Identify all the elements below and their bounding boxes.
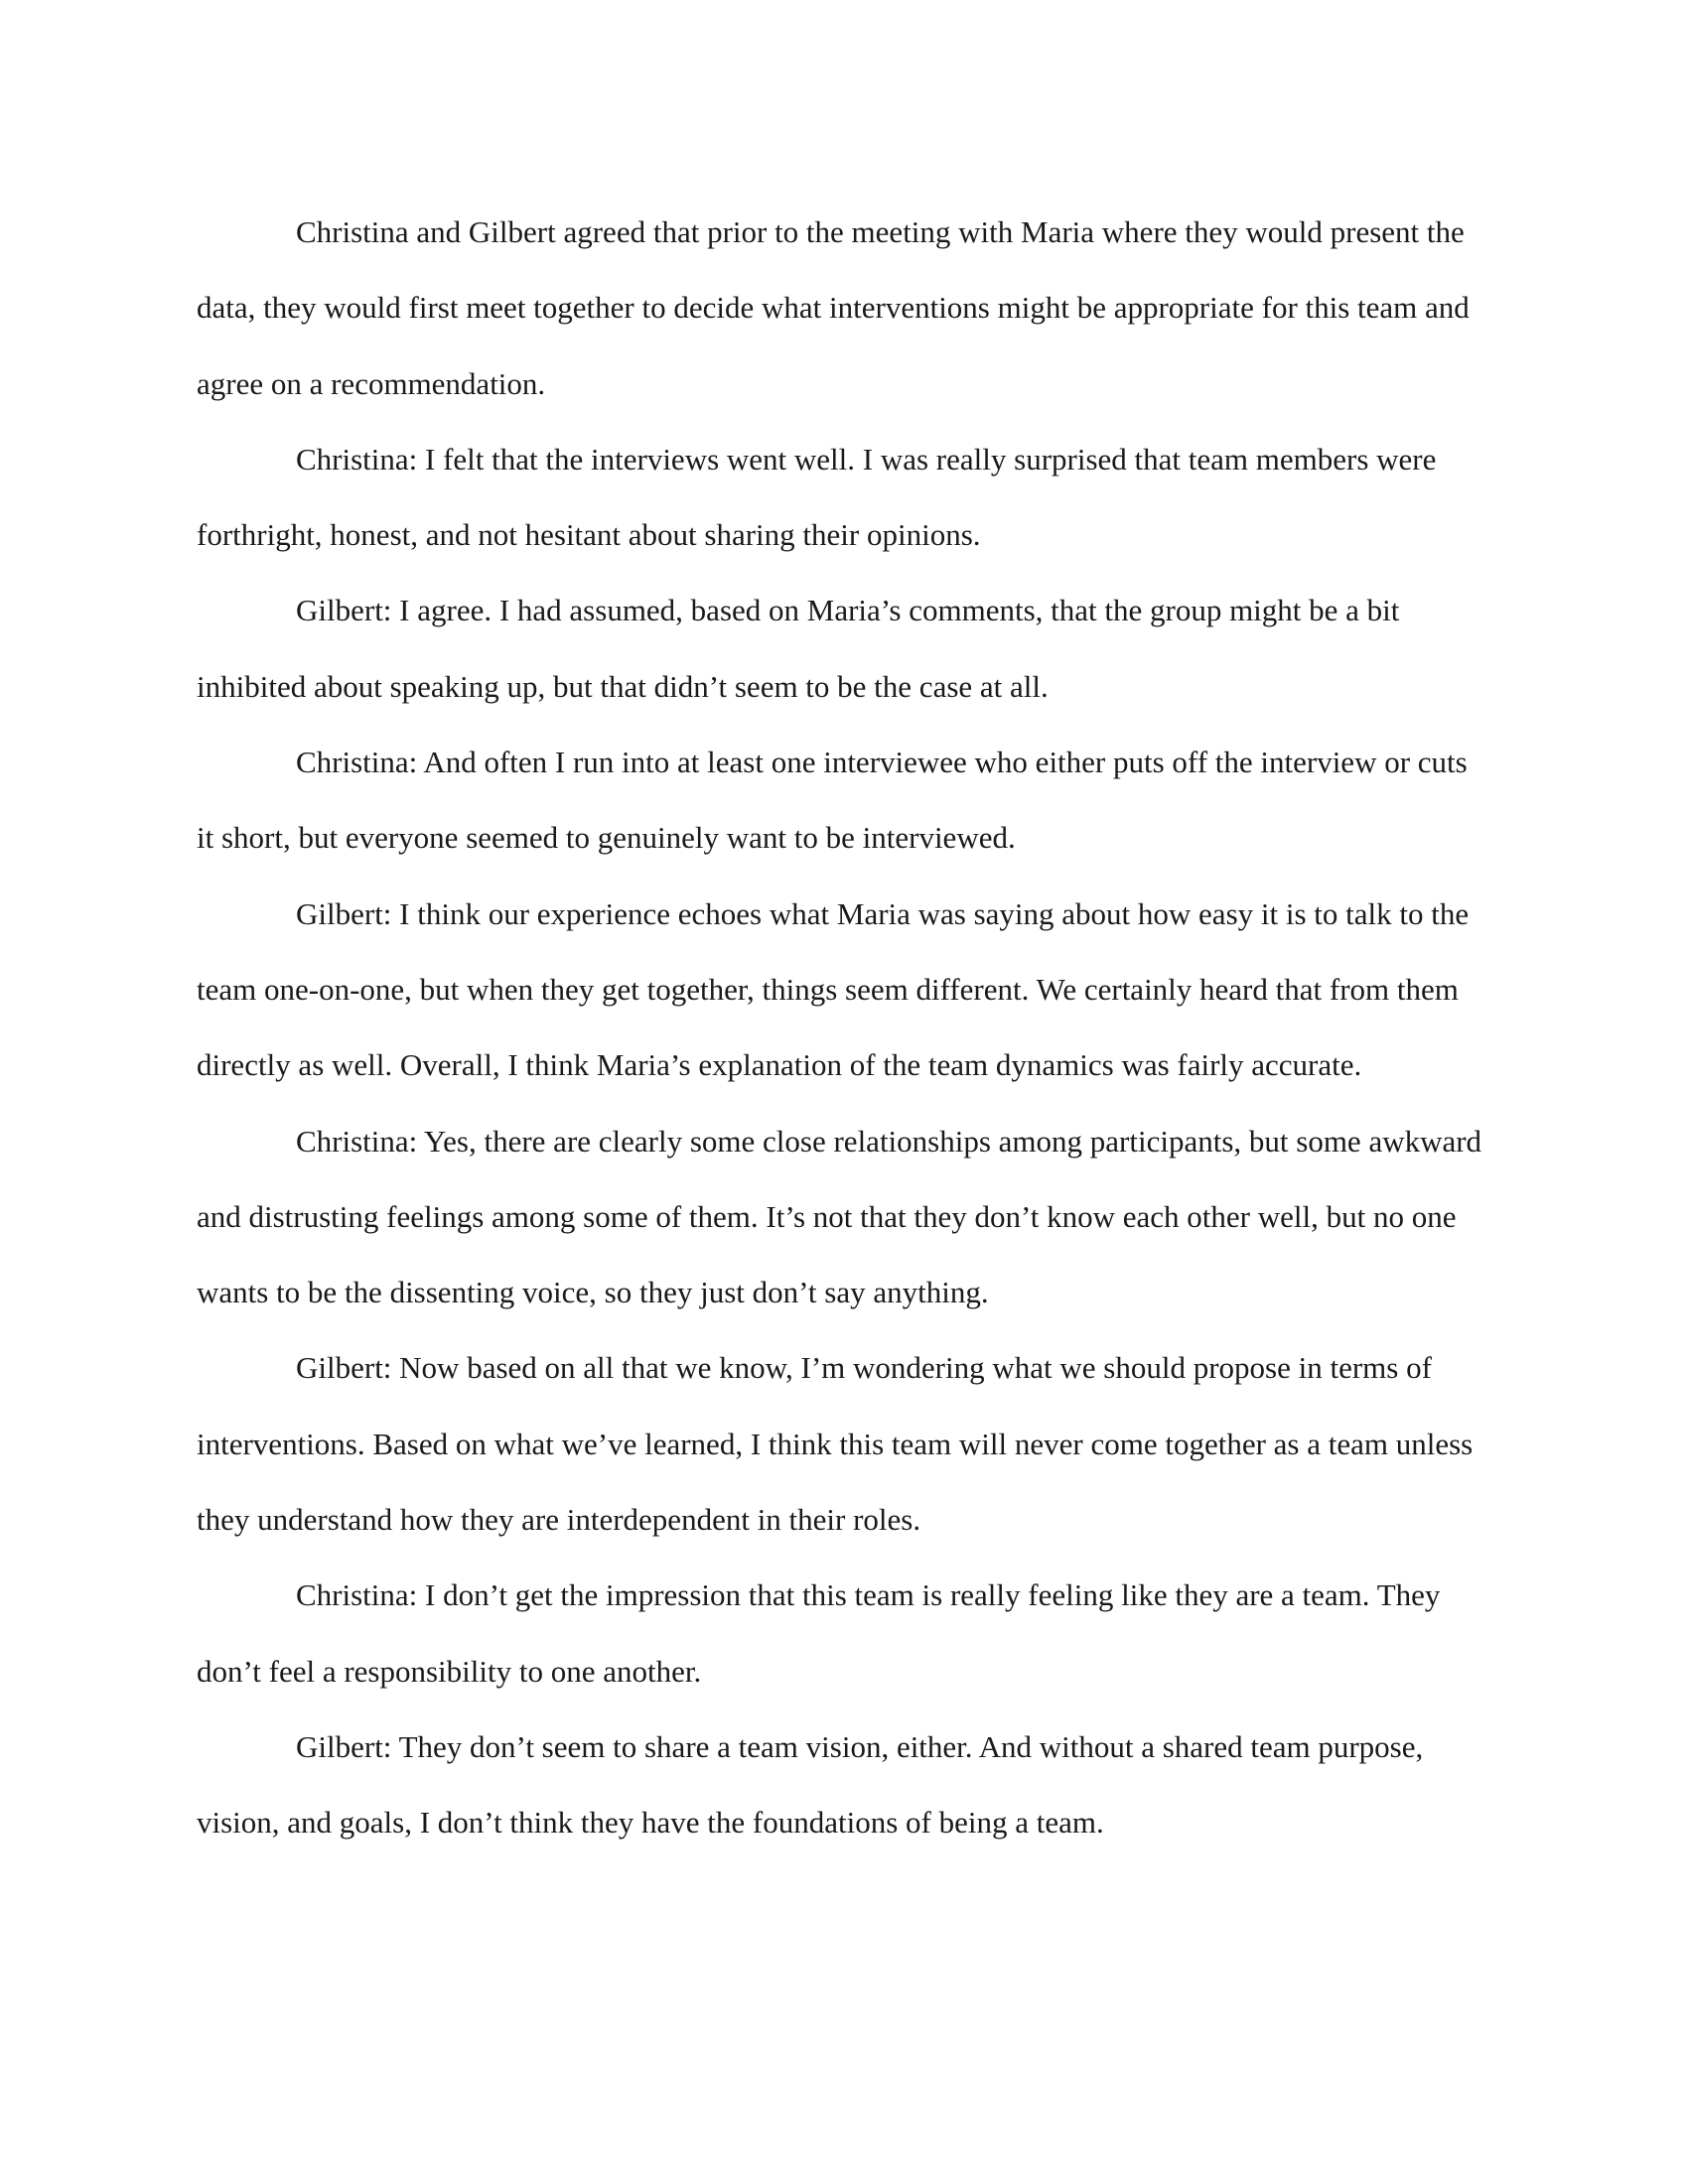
paragraph-christina-3: Christina: Yes, there are clearly some close relationships among participants, but some awkward and distrusting feelings among some of them. It’s not that they don’t know each other well, but no one wants to be the dissenting voice, so they just don’t say anything.	[197, 1123, 1482, 1310]
paragraph-gilbert-3: Gilbert: Now based on all that we know, I’m wondering what we should propose in terms of interventions. Based on what we’ve learned, I think this team will never come together as a team unless they understand how they are interdependent in their roles.	[197, 1350, 1474, 1538]
paragraph-christina-4: Christina: I don’t get the impression that this team is really feeling like they are a team. They don’t feel a responsibility to one another.	[197, 1577, 1441, 1689]
body-text	[197, 195, 1491, 1861]
paragraph-gilbert-4: Gilbert: They don’t seem to share a team vision, either. And without a shared team purpose, vision, and goals, I don’t think they have the foundations of being a team.	[197, 1728, 1424, 1841]
paragraph-gilbert-1: Gilbert: I agree. I had assumed, based on Maria’s comments, that the group might be a bit inhibited about speaking up, but that didn’t seem to be the case at all.	[197, 593, 1400, 704]
paragraph-christina-1: Christina: I felt that the interviews went well. I was really surprised that team members were forthright, honest, and not hesitant about sharing their opinions.	[197, 441, 1437, 553]
paragraph-christina-2: Christina: And often I run into at least one interviewee who either puts off the interview or cuts it short, but everyone seemed to genuinely want to be interviewed.	[197, 745, 1468, 856]
paragraph-gilbert-2: Gilbert: I think our experience echoes what Maria was saying about how easy it is to talk to the team one-on-one, but when they get together, things seem different. We certainly heard that from them directly as well. Overall, I think Maria’s explanation of the team dynamics was fairly accurate.	[197, 895, 1470, 1083]
paragraph-intro: Christina and Gilbert agreed that prior to the meeting with Maria where they would present the data, they would first meet together to decide what interventions might be appropriate for this team and agree on a recommendation.	[197, 214, 1470, 401]
